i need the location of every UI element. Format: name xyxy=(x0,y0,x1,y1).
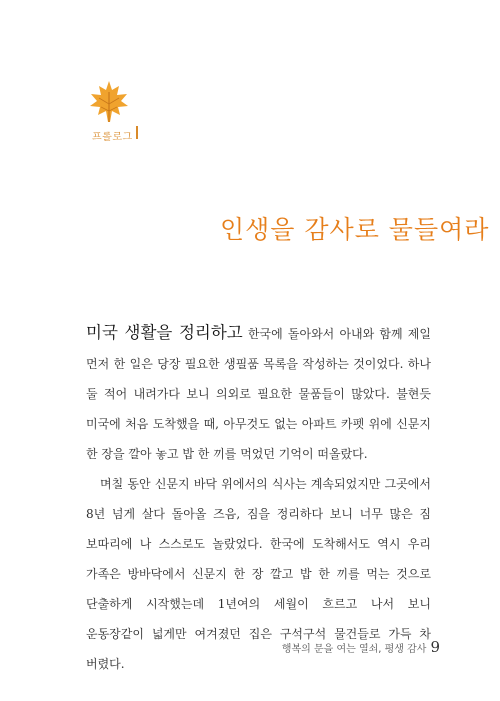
paragraph-1 xyxy=(86,318,431,469)
lead-phrase: 미국 생활을 정리하고 xyxy=(86,323,243,342)
section-divider xyxy=(136,126,138,139)
body-text xyxy=(86,318,431,679)
page-footer xyxy=(282,638,440,656)
paragraph-2: 며칠 동안 신문지 바닥 위에서의 식사는 계속되었지만 그곳에서 8년 넘게 살다 돌아올 즈음, 짐을 정리하다 보니 너무 많은 짐 보따리에 나 스스로도 놀랐었다. 한국에 도착해서도 역시 우리 가족은 방바닥에서 신문지 한 장 깔고 밥 한 끼를 먹는 것으로 단출하게 시작했는데 1년여의 세월이 흐르고 나서 보니 운동장같이 넓게만 여겨졌던 집은 구석구석 물건들로 가득 차 버렸다. xyxy=(86,477,431,671)
maple-leaf-icon xyxy=(86,78,132,124)
paragraph-1-text: 한국에 돌아와서 아내와 함께 제일 먼저 한 일은 당장 필요한 생필품 목록을 작성하는 것이었다. 하나 둘 적어 내려가다 보니 의외로 필요한 물품들이 많았다. 불현듯 미국에 처음 도착했을 때, 아무것도 없는 아파트 카펫 위에 신문지 한 장을 깔아 놓고 밥 한 끼를 먹었던 기억이 떠올랐다. xyxy=(86,327,431,461)
running-title: 행복의 문을 여는 열쇠, 평생 감사 xyxy=(281,644,427,655)
chapter-title: 인생을 감사로 물들여라 xyxy=(220,215,490,244)
section-label: 프롤로그 xyxy=(92,132,133,143)
page-number: 9 xyxy=(430,638,440,656)
